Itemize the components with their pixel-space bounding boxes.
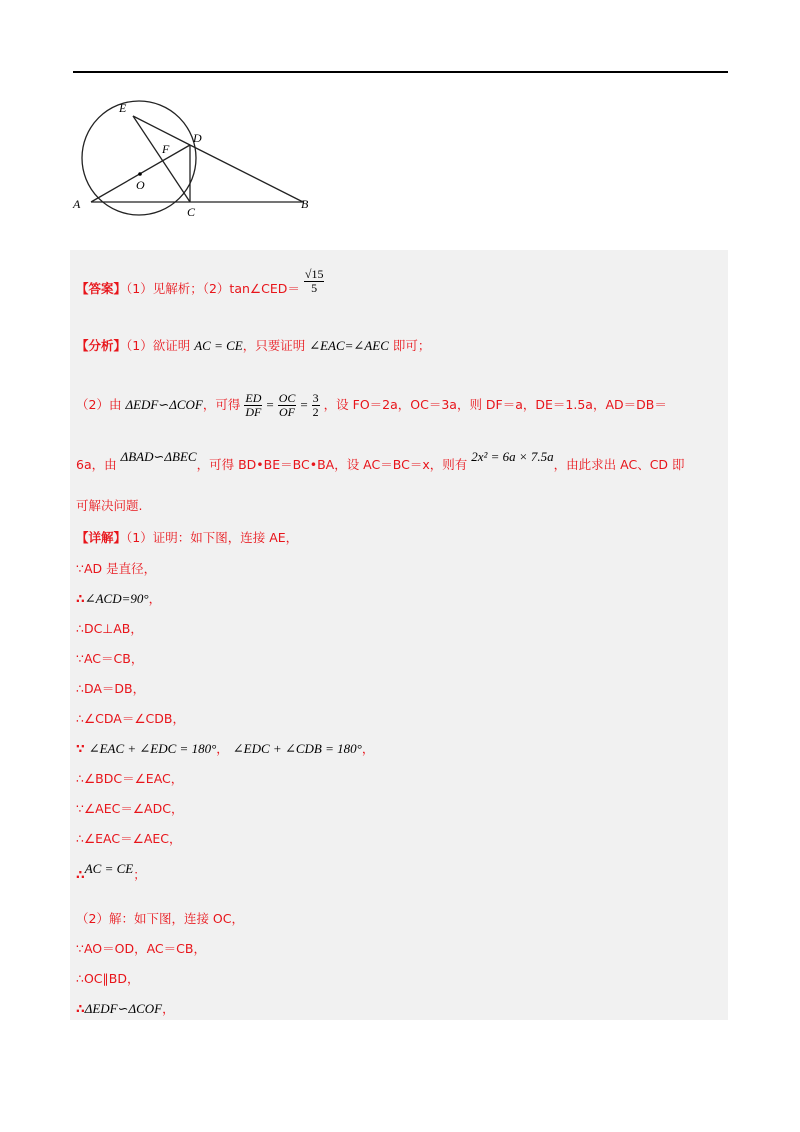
answer-tag: 【答案】 (76, 281, 127, 296)
analysis-line-2: （2）由 ΔEDF∽ΔCOF，可得 $\frac{ED}{DF}$ = $\frac{OC}{OF}$ = $\frac{3}{2}$ ，设 FO＝2a，OC＝3a，则 DF＝a，DE＝1.5a，AD＝DB＝ (76, 391, 667, 419)
detail-line-5: ∵AC＝CB， (76, 651, 144, 666)
answer-line: 【答案】（1）见解析；（2）tan∠CED＝ $\frac{√15}{5}$ (76, 267, 324, 296)
analysis-line-4: 可解决问题. (76, 498, 143, 513)
detail-tag: 【详解】 (76, 530, 127, 545)
geometry-figure (70, 98, 330, 238)
angle-equation: ∠EAC=∠AEC (309, 338, 389, 353)
label-B: B (301, 197, 309, 211)
fraction-ed-df: $\frac{ED}{DF}$ (245, 391, 262, 419)
arc-equation: AC = CE (194, 338, 243, 353)
similarity-2: ΔBAD∽ΔBEC (120, 449, 197, 464)
similarity-1: ΔEDF∽ΔCOF (125, 397, 203, 412)
fraction-oc-of: $\frac{OC}{OF}$ (278, 391, 296, 419)
detail-line-1: 【详解】（1）证明：如下图，连接 AE， (76, 530, 299, 545)
detail-line-16: ∴ΔEDF∽ΔCOF， (76, 1001, 175, 1016)
analysis-line-3: 6a，由 ΔBAD∽ΔBEC，可得 BD•BE＝BC•BA，设 AC＝BC＝x，则有 2x² = 6a × 7.5a，由此求出 AC、CD 即 (76, 449, 685, 472)
label-D: D (193, 131, 202, 145)
detail-line-14: ∵AO＝OD，AC＝CB， (76, 941, 206, 956)
detail-line-6: ∴DA＝DB， (76, 681, 146, 696)
answer-fraction: $\frac{√15}{5}$ (304, 267, 324, 295)
label-E: E (119, 101, 127, 115)
analysis-tag: 【分析】 (76, 338, 127, 353)
analysis-line-1: 【分析】（1）欲证明 AC = CE，只要证明 ∠EAC=∠AEC 即可； (76, 338, 431, 353)
detail-line-2: ∵AD 是直径， (76, 561, 157, 576)
detail-line-13: （2）解：如下图，连接 OC， (76, 911, 244, 926)
detail-line-9: ∴∠BDC＝∠EAC， (76, 771, 184, 786)
solution-panel (70, 250, 728, 1020)
quadratic-equation: 2x² = 6a × 7.5a (471, 449, 554, 464)
detail-line-4: ∴DC⊥AB， (76, 621, 143, 636)
label-C: C (187, 205, 196, 219)
detail-line-11: ∴∠EAC＝∠AEC， (76, 831, 182, 846)
detail-line-15: ∴OC∥BD， (76, 971, 140, 986)
label-A: A (73, 197, 81, 211)
detail-line-10: ∵∠AEC＝∠ADC， (76, 801, 184, 816)
detail-line-12: ∴AC = CE； (76, 861, 146, 882)
detail-line-3: ∴∠ACD=90°， (76, 591, 162, 606)
detail-line-7: ∴∠CDA＝∠CDB， (76, 711, 185, 726)
detail-line-8: ∵ ∠EAC + ∠EDC = 180°， ∠EDC + ∠CDB = 180°， (76, 741, 375, 756)
label-F: F (162, 142, 170, 156)
fraction-3-2: $\frac{3}{2}$ (312, 391, 319, 419)
label-O: O (136, 178, 145, 192)
header-rule (73, 71, 728, 73)
